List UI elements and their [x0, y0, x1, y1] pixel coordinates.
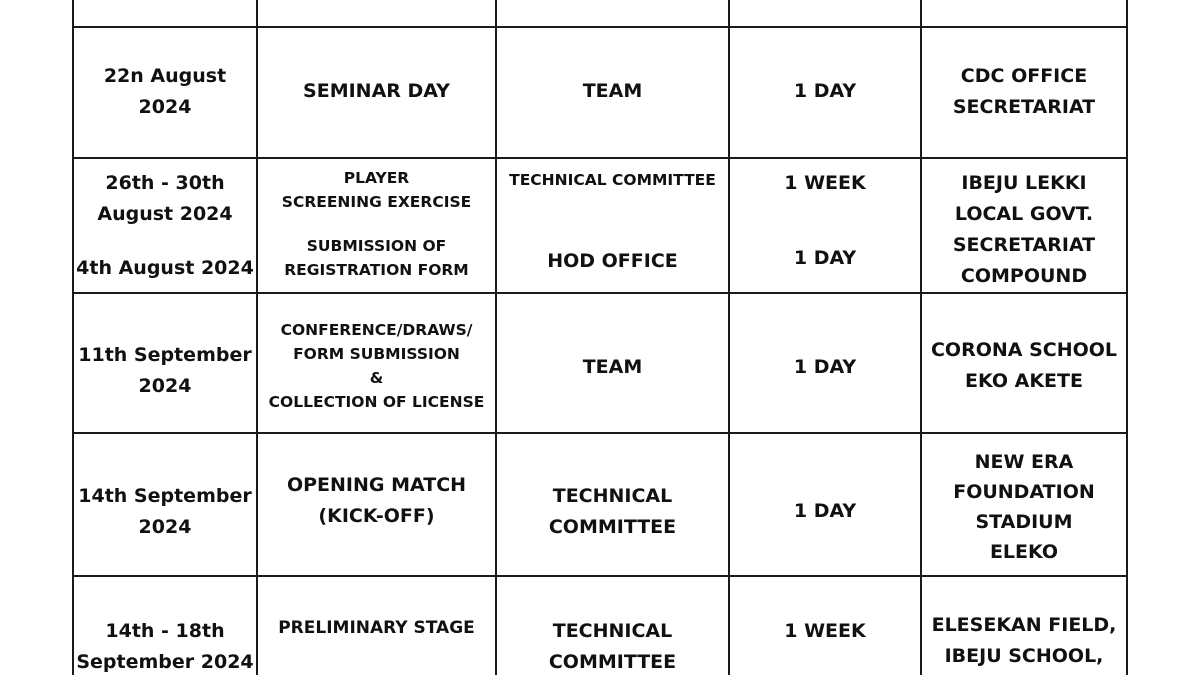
row-2-date-second: 4th August 2024	[76, 257, 254, 279]
row-4-duration: 1 DAY	[793, 500, 857, 522]
row-3-event: CONFERENCE/DRAWS/ FORM SUBMISSION & COLLECTION OF LICENSE	[268, 321, 485, 411]
row-3-duration: 1 DAY	[793, 356, 857, 378]
row-4-responsible: TECHNICAL COMMITTEE	[548, 485, 677, 538]
row-divider	[72, 432, 1128, 434]
row-2-duration: 1 WEEK	[784, 172, 866, 194]
row-2-event-second: SUBMISSION OF REGISTRATION FORM	[284, 237, 469, 279]
row-1-event: SEMINAR DAY	[303, 80, 450, 102]
table-border-right	[1126, 0, 1128, 675]
row-5-event: PRELIMINARY STAGE	[278, 618, 475, 638]
row-1-duration: 1 DAY	[793, 80, 857, 102]
row-2-date: 26th - 30th August 2024	[97, 172, 233, 225]
row-2-venue: IBEJU LEKKI LOCAL GOVT. SECRETARIAT COMPOUND	[952, 172, 1096, 287]
row-4-venue: NEW ERA FOUNDATION STADIUM ELEKO	[953, 451, 1095, 563]
row-divider	[72, 575, 1128, 577]
row-1-date: 22n August 2024	[103, 65, 227, 118]
row-5-duration: 1 WEEK	[784, 620, 866, 642]
row-2-duration-second: 1 DAY	[793, 247, 857, 269]
row-3-responsible: TEAM	[582, 356, 643, 378]
row-4-event: OPENING MATCH (KICK-OFF)	[286, 474, 467, 527]
row-divider	[72, 292, 1128, 294]
row-5-responsible: TECHNICAL COMMITTEE	[548, 620, 677, 673]
row-1-venue: CDC OFFICE SECRETARIAT	[952, 65, 1096, 118]
row-5-date: 14th - 18th September 2024	[76, 620, 254, 673]
row-2-responsible-second: HOD OFFICE	[547, 250, 678, 272]
row-divider	[72, 26, 1128, 28]
row-divider	[72, 157, 1128, 159]
row-2-responsible: TECHNICAL COMMITTEE	[509, 171, 716, 189]
row-1-responsible: TEAM	[582, 80, 643, 102]
row-3-venue: CORONA SCHOOL EKO AKETE	[930, 339, 1118, 392]
row-3-date: 11th September 2024	[78, 344, 252, 397]
row-2-event: PLAYER SCREENING EXERCISE	[281, 169, 472, 211]
row-4-date: 14th September 2024	[78, 485, 252, 538]
row-5-venue: ELESEKAN FIELD, IBEJU SCHOOL,	[931, 614, 1117, 667]
